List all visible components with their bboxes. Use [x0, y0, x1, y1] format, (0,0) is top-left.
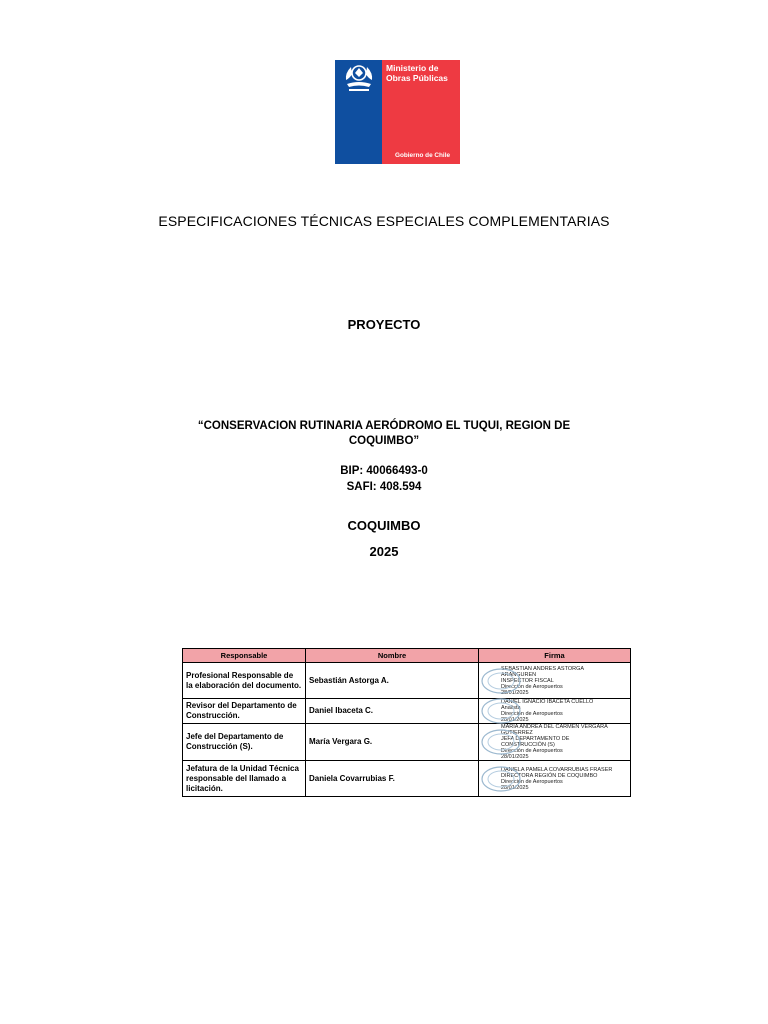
cell-nombre: Daniel Ibaceta C.: [306, 699, 479, 724]
logo-gov-name: Gobierno de Chile: [395, 152, 451, 159]
table-row: [183, 699, 631, 724]
header-responsable: Responsable: [183, 649, 306, 663]
cell-responsable: Jefe del Departamento de Construcción (S).: [183, 724, 306, 761]
cell-firma: SEBASTIAN ANDRES ASTORGA ARANGUREN INSPECTOR FISCAL Dirección de Aeropuertos 28/01/2025: [479, 663, 631, 699]
city: COQUIMBO: [347, 518, 421, 533]
signature-seal-icon: [481, 698, 521, 724]
project-title: “CONSERVACION RUTINARIA AERÓDROMO EL TUQUI, REGION DE COQUIMBO”: [197, 420, 571, 447]
header-firma: Firma: [479, 649, 631, 663]
cell-firma: DANIEL IGNACIO IBACETA CUELLO Analista Dirección de Aeropuertos 28/01/2025: [479, 699, 631, 724]
project-codes: [0, 463, 768, 495]
logo-blue-panel: [335, 60, 382, 164]
header-nombre: Nombre: [306, 649, 479, 663]
coat-of-arms-icon: [337, 62, 381, 96]
table-row: [183, 724, 631, 761]
ministry-logo: [335, 60, 460, 164]
cell-nombre: Sebastián Astorga A.: [306, 663, 479, 699]
table-row: [183, 663, 631, 699]
cell-firma: DANIELA PAMELA COVARRUBIAS FRASER DIRECTORA REGIÓN DE COQUIMBO Dirección de Aeropuertos 28/01/2025: [479, 761, 631, 797]
safi-code: SAFI: 408.594: [346, 481, 422, 493]
signatures-table: [182, 648, 631, 797]
year: 2025: [369, 544, 399, 559]
table-row: [183, 761, 631, 797]
logo-org-name: Ministerio de Obras Públicas: [386, 63, 448, 83]
table-header-row: [183, 649, 631, 663]
cell-responsable: Revisor del Departamento de Construcción.: [183, 699, 306, 724]
logo-red-panel: [382, 60, 460, 164]
cell-responsable: Profesional Responsable de la elaboración del documento.: [183, 663, 306, 699]
document-type: ESPECIFICACIONES TÉCNICAS ESPECIALES COMPLEMENTARIAS: [158, 213, 610, 229]
cell-responsable: Jefatura de la Unidad Técnica responsable del llamado a licitación.: [183, 761, 306, 797]
bip-code: BIP: 40066493-0: [340, 465, 428, 477]
signature-seal-icon: [481, 766, 521, 792]
signature-seal-icon: [481, 668, 521, 694]
signature-seal-icon: [481, 729, 521, 755]
cell-nombre: Daniela Covarrubias F.: [306, 761, 479, 797]
project-heading: PROYECTO: [347, 317, 421, 332]
cell-firma: MARIA ANDREA DEL CARMEN VERGARA GUTIERREZ JEFA DEPARTAMENTO DE CONSTRUCCIÓN (S) Dirección de Aeropuertos 28/01/2025: [479, 724, 631, 761]
cell-nombre: María Vergara G.: [306, 724, 479, 761]
